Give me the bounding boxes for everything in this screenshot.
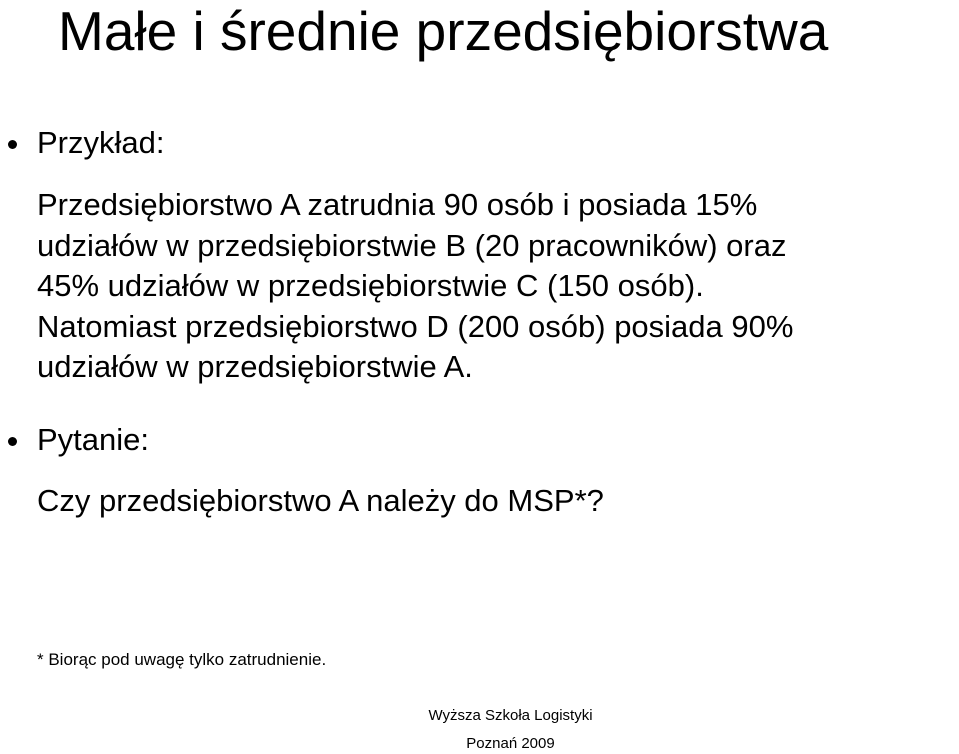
- bullet-label: Pytanie:: [37, 422, 150, 457]
- footer-school: Wyższa Szkoła Logistyki: [428, 707, 593, 724]
- footer-place-year: Poznań 2009: [466, 735, 555, 752]
- bullet-dot-icon: [8, 140, 17, 149]
- example-paragraph: [37, 185, 959, 388]
- example-line: udziałów w przedsiębiorstwie A.: [37, 349, 473, 384]
- bullet-dot-icon: [8, 437, 17, 446]
- example-line: Natomiast przedsiębiorstwo D (200 osób) posiada 90%: [37, 308, 794, 344]
- footnote: * Biorąc pod uwagę tylko zatrudnienie.: [37, 650, 327, 669]
- footer-school-row: [0, 706, 959, 726]
- example-line: Przedsiębiorstwo A zatrudnia 90 osób i posiada 15%: [37, 187, 758, 222]
- question-text: Czy przedsiębiorstwo A należy do MSP*?: [37, 483, 604, 518]
- footer-place-row: [0, 734, 959, 754]
- page-title: Małe i średnie przedsiębiorstwa: [58, 0, 829, 62]
- example-line: udziałów w przedsiębiorstwie B (20 pracowników) oraz: [37, 227, 787, 263]
- example-line: 45% udziałów w przedsiębiorstwie C (150 osób).: [37, 268, 704, 303]
- bullet-label: Przykład:: [37, 125, 165, 160]
